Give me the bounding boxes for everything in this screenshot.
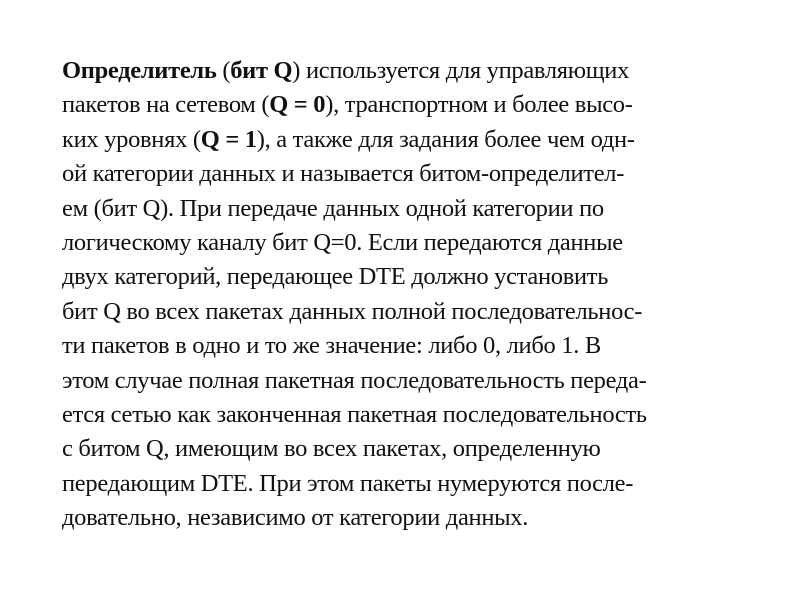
text-segment: ), а также для задания более чем одн- (256, 125, 635, 153)
text-segment: ких уровнях ( (62, 125, 201, 153)
text-segment: ти пакетов в одно и то же значение: либо 0, либо 1. В (62, 332, 601, 360)
bold-term: Q = 0 (269, 91, 326, 119)
text-segment: ется сетью как законченная пакетная последовательность (62, 400, 647, 428)
bold-term: Определитель (62, 57, 217, 84)
text-line (62, 398, 798, 432)
text-line (62, 432, 798, 466)
text-segment: с битом Q, имеющим во всех пакетах, определенную (62, 435, 601, 463)
text-segment: ем (бит Q). При передаче данных одной категории по (62, 194, 604, 222)
text-segment: двух категорий, передающее DTE должно установить (62, 263, 609, 291)
text-segment: ( (216, 57, 231, 84)
text-line (62, 192, 798, 226)
text-line (62, 501, 798, 535)
text-line (62, 467, 798, 501)
text-segment: пакетов на сетевом ( (62, 91, 270, 119)
text-segment: бит Q во всех пакетах данных полной последовательнос- (62, 297, 643, 325)
text-segment: ), транспортном и более высо- (325, 91, 633, 119)
text-line (62, 54, 798, 88)
text-line (62, 226, 798, 260)
text-line (62, 329, 798, 363)
text-line (62, 364, 798, 398)
text-line (62, 260, 798, 294)
text-segment: ) используется для управляющих (292, 57, 630, 84)
text-line (62, 123, 798, 157)
bold-term: бит Q (230, 57, 293, 84)
text-segment: этом случае полная пакетная последовательность переда- (62, 366, 647, 394)
text-segment: передающим DTE. При этом пакеты нумеруются после- (62, 469, 634, 497)
text-line (62, 88, 798, 122)
text-segment: довательно, независимо от категории данных. (62, 504, 529, 532)
paragraph-text (62, 54, 798, 535)
text-line (62, 295, 798, 329)
text-segment: логическому каналу бит Q=0. Если передаются данные (62, 228, 623, 256)
text-line (62, 157, 798, 191)
text-segment: ой категории данных и называется битом-определител- (62, 160, 625, 188)
bold-term: Q = 1 (200, 125, 257, 153)
